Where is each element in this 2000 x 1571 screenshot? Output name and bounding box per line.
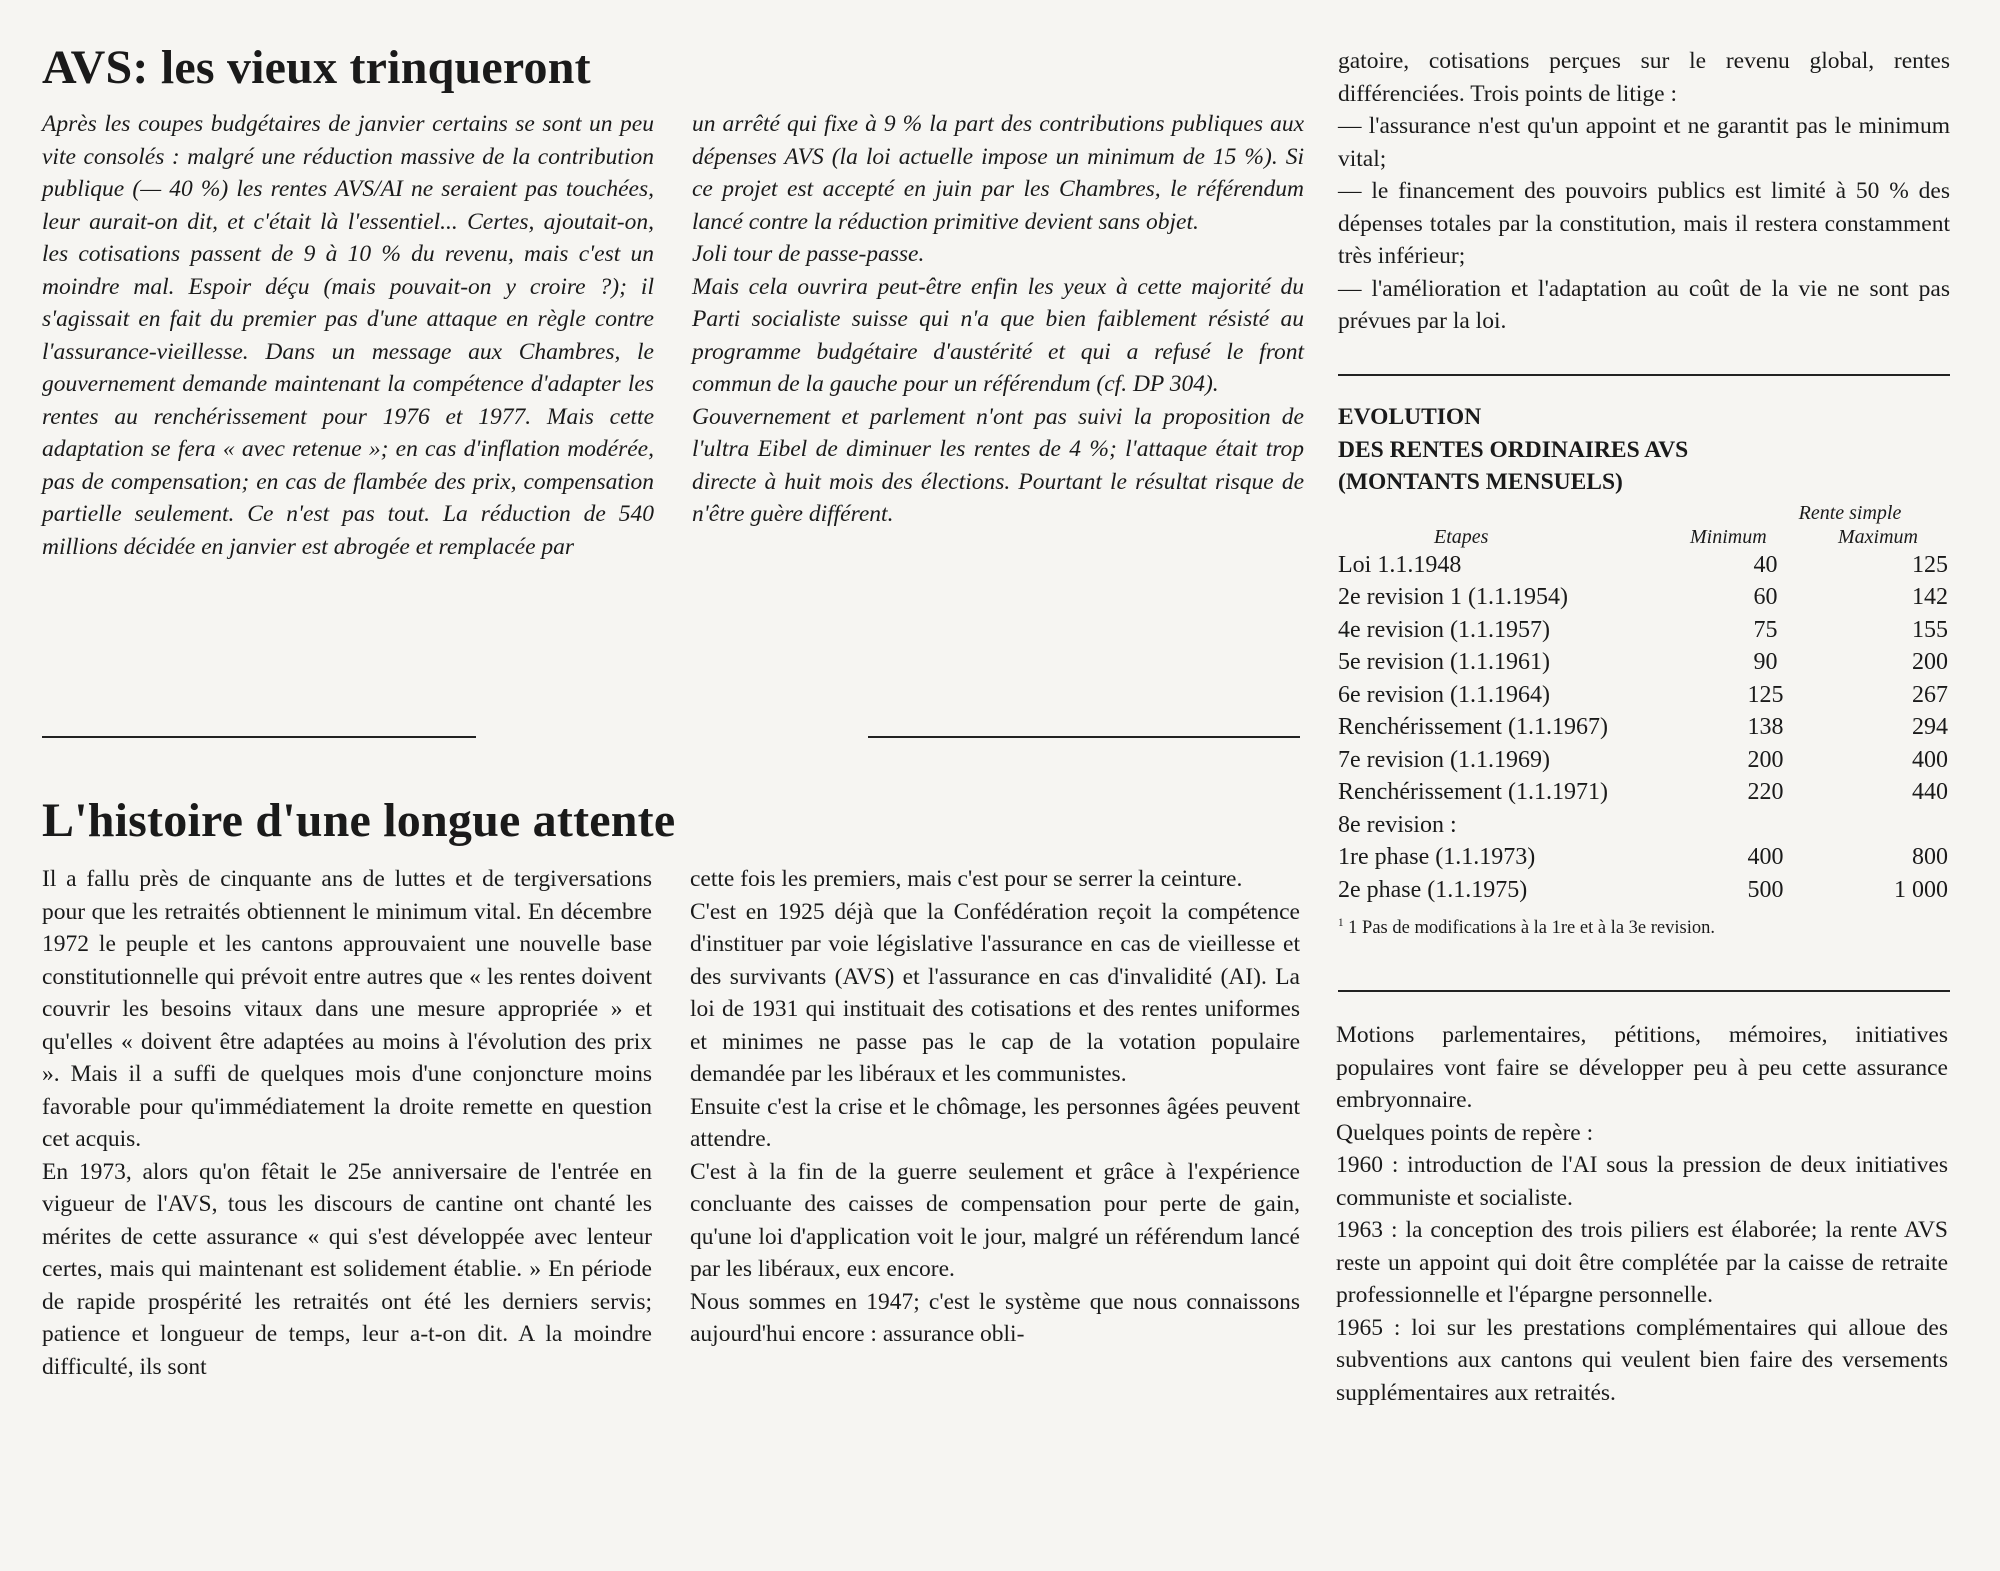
- table-cell-min: 40: [1753, 551, 1778, 578]
- table-cell-label: Renchérissement (1.1.1971): [1338, 779, 1608, 805]
- rentes-table: [1338, 549, 1948, 907]
- table-cell-max: 400: [1912, 746, 1948, 773]
- article2-column-1: [42, 863, 652, 1383]
- article2-col2-p5: Nous sommes en 1947; c'est le système que nous connaissons aujourd'hui encore : assurance obli-: [690, 1288, 1300, 1347]
- table-title-line-2: DES RENTES ORDINAIRES AVS: [1338, 436, 1689, 463]
- footnote-marker: 1: [1338, 916, 1344, 929]
- table-footnote: [1338, 916, 1950, 940]
- table-cell-max: 267: [1912, 681, 1948, 708]
- article2-column-3-bottom: [1336, 1019, 1948, 1409]
- article2-col1-p2: En 1973, alors qu'on fêtait le 25e anniversaire de l'entrée en vigueur de l'AVS, tous les discours de cantine ont chanté les mérites de cette assurance « qui s'est développée avec lenteur certes, mais qui maintenant est solidement établie. » En période de rapide prospérité les retraités ont été les derniers servis; patience et longueur de temps, leur a-t-on dit. A la moindre difficulté, ils sont: [42, 1158, 652, 1380]
- table-cell-min: 75: [1753, 616, 1778, 643]
- table-cell-label: 5e revision (1.1.1961): [1338, 649, 1550, 675]
- table-cell-max: 440: [1912, 779, 1948, 805]
- table-cell-max: [1808, 809, 1948, 842]
- table-cell-min: 125: [1747, 681, 1784, 708]
- article1-column-1: [42, 108, 654, 563]
- table-row: [1338, 614, 1948, 647]
- article1-col2-p3: Mais cela ouvrira peut-être enfin les yeux à cette majorité du Parti socialiste suisse qui n'a que bien faiblement résisté au programme budgétaire d'austérité et qui a refusé le front commun de la gauche pour un référendum (cf. DP 304).: [692, 273, 1304, 397]
- table-row: [1338, 581, 1948, 614]
- table-row: [1338, 549, 1948, 582]
- table-row: [1338, 809, 1948, 842]
- table-cell-min: 500: [1747, 876, 1784, 903]
- table-cell-max: 155: [1912, 616, 1948, 643]
- article2-column-2: [690, 863, 1300, 1351]
- article2-col3-p3: — le financement des pouvoirs publics est limité à 50 % des dépenses totales par la constitution, mais il restera constamment très inférieur;: [1338, 178, 1950, 269]
- table-row: [1338, 841, 1948, 874]
- table-row: [1338, 646, 1948, 679]
- table-cell-label: 8e revision :: [1338, 811, 1457, 838]
- article2-col2-p1: cette fois les premiers, mais c'est pour se serrer la ceinture.: [690, 866, 1243, 892]
- article2-col3b-p5: 1965 : loi sur les prestations complémentaires qui alloue des subventions aux cantons qui veulent bien faire des versements supplémentaires aux retraités.: [1336, 1314, 1948, 1406]
- table-cell-min: 200: [1747, 746, 1784, 773]
- table-cell-min: 60: [1753, 584, 1778, 610]
- table-title-line-1: EVOLUTION: [1338, 404, 1482, 430]
- table-cell-label: 2e revision 1 (1.1.1954): [1338, 584, 1568, 610]
- divider-rule-right-top: [1338, 374, 1950, 376]
- table-group-header: Rente simple: [1798, 501, 1902, 524]
- table-col-minimum: Minimum: [1690, 525, 1767, 548]
- article2-col1-p1: Il a fallu près de cinquante ans de luttes et de tergiversations pour que les retraités obtiennent le minimum vital. En décembre 1972 le peuple et les cantons approuvaient une nouvelle base constitutionnelle qui prévoit entre autres que « les rentes doivent couvrir les besoins vitaux dans une mesure appropriée » et qu'elles « doivent être adaptées au moins à l'évolution des prix ». Mais il a suffi de quelques mois d'une conjoncture moins favorable pour qu'immédiatement la droite remette en question cet acquis.: [42, 866, 652, 1152]
- article2-col3-p4: — l'amélioration et l'adaptation au coût de la vie ne sont pas prévues par la loi.: [1338, 275, 1950, 334]
- article1-column-2: [692, 108, 1304, 531]
- table-row: [1338, 874, 1948, 907]
- table-cell-label: 6e revision (1.1.1964): [1338, 681, 1550, 708]
- table-cell-label: 2e phase (1.1.1975): [1338, 876, 1528, 903]
- table-row: [1338, 679, 1948, 712]
- article1-col1-text: Après les coupes budgétaires de janvier certains se sont un peu vite consolés : malgré une réduction massive de la contribution publique (— 40 %) les rentes AVS/AI ne seraient pas touchées, leur aurait-on dit, et c'était là l'essentiel... Certes, ajoutait-on, les cotisations passent de 9 à 10 % du revenu, mais c'est un moindre mal. Espoir déçu (mais pouvait-on y croire ?); il s'agissait en fait du premier pas d'une attaque en règle contre l'assurance-vieillesse. Dans un message aux Chambres, le gouvernement demande maintenant la compétence d'adapter les rentes au renchérissement pour 1976 et 1977. Mais cette adaptation se fera « avec retenue »; en cas d'inflation modérée, pas de compensation; en cas de flambée des prix, compensation partielle seulement. Ce n'est pas tout. La réduction de 540 millions décidée en janvier est abrogée et remplacée par: [42, 111, 654, 560]
- table-col-etapes: Etapes: [1434, 525, 1489, 548]
- table-cell-min: [1723, 809, 1808, 842]
- table-header: [1338, 501, 1950, 549]
- article1-col2-p4: Gouvernement et parlement n'ont pas suivi la proposition de l'ultra Eibel de diminuer les rentes de 4 %; l'attaque était trop directe à huit mois des élections. Pourtant le résultat risque de n'être guère différent.: [692, 403, 1304, 527]
- table-col-maximum: Maximum: [1838, 525, 1918, 548]
- table-cell-max: 142: [1912, 584, 1948, 610]
- divider-rule-middle: [868, 736, 1300, 738]
- table-cell-max: 1 000: [1894, 876, 1948, 903]
- table-cell-min: 220: [1747, 779, 1784, 805]
- footnote-text: 1 Pas de modifications à la 1re et à la 3e revision.: [1348, 918, 1715, 938]
- table-cell-label: Renchérissement (1.1.1967): [1338, 714, 1608, 740]
- table-title-line-3: (MONTANTS MENSUELS): [1338, 469, 1623, 495]
- article2-col2-p3: Ensuite c'est la crise et le chômage, les personnes âgées peuvent attendre.: [690, 1093, 1300, 1152]
- table-row: [1338, 711, 1948, 744]
- table-row: [1338, 776, 1948, 809]
- article1-col2-p1: un arrêté qui fixe à 9 % la part des contributions publiques aux dépenses AVS (la loi actuelle impose un minimum de 15 %). Si ce projet est accepté en juin par les Chambres, le référendum lancé contre la réduction primitive devient sans objet.: [692, 111, 1304, 235]
- table-cell-min: 90: [1753, 649, 1778, 675]
- article2-col2-p4: C'est à la fin de la guerre seulement et grâce à l'expérience concluante des caisses de compensation pour perte de gain, qu'une loi d'application voit le jour, malgré un référendum lancé par les libéraux, eux encore.: [690, 1158, 1300, 1282]
- table-cell-min: 138: [1747, 714, 1784, 740]
- article2-col3-p2: — l'assurance n'est qu'un appoint et ne garantit pas le minimum vital;: [1338, 113, 1950, 172]
- article2-col3b-p1: Motions parlementaires, pétitions, mémoires, initiatives populaires vont faire se développer peu à peu cette assurance embryonnaire.: [1336, 1022, 1948, 1113]
- table-row: [1338, 744, 1948, 777]
- divider-rule-right-bottom: [1338, 990, 1950, 992]
- article2-col3b-p4: 1963 : la conception des trois piliers est élaborée; la rente AVS reste un appoint qui doit être complétée par la caisse de retraite professionnelle et l'épargne personnelle.: [1336, 1217, 1948, 1308]
- article-title-avs: AVS: les vieux trinqueront: [42, 41, 591, 94]
- article2-col3b-p2: Quelques points de repère :: [1336, 1119, 1594, 1146]
- article-title-histoire: L'histoire d'une longue attente: [42, 794, 676, 847]
- table-cell-label: Loi 1.1.1948: [1338, 551, 1462, 578]
- rentes-table-body: [1338, 549, 1948, 907]
- table-cell-max: 800: [1912, 844, 1948, 870]
- article2-col3b-p3: 1960 : introduction de l'AI sous la pression de deux initiatives communiste et socialiste.: [1336, 1152, 1948, 1211]
- table-cell-label: 1re phase (1.1.1973): [1338, 844, 1536, 870]
- table-cell-max: 294: [1912, 714, 1948, 740]
- article1-col2-p2: Joli tour de passe-passe.: [692, 241, 925, 267]
- table-cell-max: 200: [1912, 649, 1948, 675]
- table-cell-label: 7e revision (1.1.1969): [1338, 746, 1550, 773]
- rentes-table-block: [1338, 401, 1950, 940]
- table-cell-max: 125: [1912, 551, 1948, 578]
- table-cell-min: 400: [1747, 844, 1784, 870]
- divider-rule-left: [42, 736, 476, 738]
- article2-col2-p2: C'est en 1925 déjà que la Confédération reçoit la compétence d'instituer par voie législative l'assurance en cas de vieillesse et des survivants (AVS) et l'assurance en cas d'invalidité (AI). La loi de 1931 qui instituait des cotisations et des rentes uniformes et minimes ne passe pas le cap de la votation populaire demandée par les libéraux et les communistes.: [690, 898, 1300, 1087]
- article2-col3-p1: gatoire, cotisations perçues sur le revenu global, rentes différenciées. Trois points de litige :: [1338, 48, 1950, 107]
- article2-column-3-top: [1338, 45, 1950, 338]
- table-cell-label: 4e revision (1.1.1957): [1338, 616, 1550, 643]
